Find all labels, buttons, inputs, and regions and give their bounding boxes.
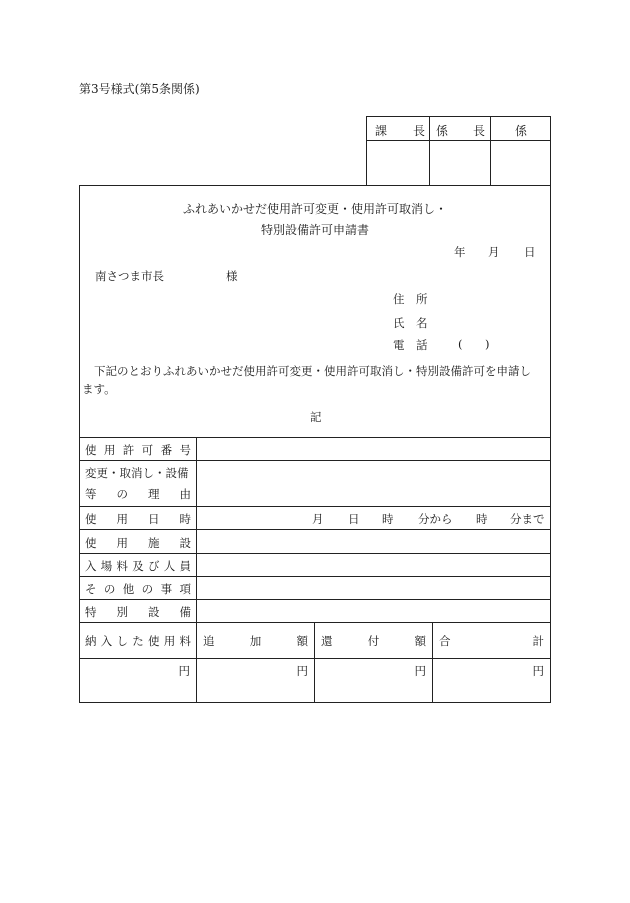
label-char: し: [116, 634, 128, 648]
label-facility: [85, 535, 191, 551]
label-char: 追: [203, 634, 215, 648]
label-char: 許: [122, 443, 135, 457]
label-char: 別: [116, 605, 128, 619]
stamp-label-kakari-cho: 長: [473, 124, 486, 138]
stamp-column-divider: [490, 117, 491, 185]
label-char: の: [116, 487, 128, 501]
label-char: 料: [179, 634, 191, 648]
applicant-phone-label-2: 話: [416, 338, 428, 352]
label-char: 用: [116, 536, 128, 550]
label-char: 用: [163, 634, 176, 648]
label-admission: [85, 558, 191, 574]
approval-stamp-boxes: [366, 116, 551, 186]
stamp-label-kakari-col3: 係: [515, 124, 528, 138]
label-char: 用: [103, 443, 116, 457]
label-char: そ: [85, 582, 97, 596]
label-usage-datetime: [85, 511, 191, 527]
yen-unit-refund: 円: [414, 664, 426, 678]
applicant-name-label-1: 氏: [393, 316, 405, 330]
label-char: 備: [179, 605, 191, 619]
label-char: 計: [532, 634, 544, 648]
table-line: [80, 599, 550, 600]
ki-heading: 記: [310, 410, 322, 424]
label-char: 場: [100, 559, 113, 573]
label-char: 納: [85, 634, 97, 648]
label-char: 及: [132, 559, 144, 573]
table-line: [80, 506, 550, 507]
label-char: 時: [179, 512, 191, 526]
datetime-day: 日: [348, 512, 360, 526]
table-line: [80, 529, 550, 530]
label-char: 加: [249, 634, 262, 648]
table-line: [80, 553, 550, 554]
label-char: 付: [367, 634, 380, 648]
label-char: 施: [148, 536, 160, 550]
yen-unit-additional: 円: [296, 664, 308, 678]
yen-unit-fee: 円: [178, 664, 190, 678]
table-line: [80, 576, 550, 577]
table-line: [80, 437, 550, 438]
label-other: [85, 581, 191, 597]
label-permit-number: [85, 442, 191, 458]
label-char: 番: [160, 443, 173, 457]
label-char: 事: [160, 582, 173, 596]
header-additional-amount: [203, 633, 308, 649]
label-special-equipment: [85, 604, 191, 620]
label-char: の: [141, 582, 154, 596]
yen-unit-total: 円: [532, 664, 544, 678]
label-char: 額: [296, 634, 308, 648]
application-form: [79, 185, 551, 703]
label-char: 可: [141, 443, 154, 457]
label-char: 設: [148, 605, 160, 619]
datetime-minute-from: 分から: [418, 512, 453, 526]
datetime-hour-to: 時: [476, 512, 488, 526]
label-reason-line1: 変更・取消し・設備: [85, 466, 189, 480]
datetime-hour: 時: [382, 512, 394, 526]
date-day: 日: [524, 245, 536, 259]
label-reason-line2: [85, 486, 191, 502]
label-char: 号: [179, 443, 191, 457]
header-refund-amount: [321, 633, 426, 649]
label-char: 特: [85, 605, 97, 619]
label-char: 入: [85, 559, 97, 573]
label-char: 還: [321, 634, 333, 648]
applicant-address-label-2: 所: [416, 292, 428, 306]
applicant-phone-paren-open: (: [458, 337, 463, 351]
header-total: [439, 633, 544, 649]
applicant-name-label-2: 名: [416, 316, 428, 330]
label-char: 使: [85, 512, 97, 526]
label-char: 由: [179, 487, 191, 501]
form-number: 第3号様式(第5条関係): [79, 82, 200, 96]
label-char: 合: [439, 634, 451, 648]
applicant-phone-label-1: 電: [393, 338, 405, 352]
label-char: 入: [100, 634, 113, 648]
applicant-address-label-1: 住: [393, 292, 405, 306]
table-line: [80, 622, 550, 623]
form-title-line2: 特別設備許可申請書: [260, 223, 369, 237]
datetime-month: 月: [312, 512, 324, 526]
label-char: 理: [148, 487, 160, 501]
label-char: 額: [414, 634, 426, 648]
label-char: 使: [85, 536, 97, 550]
body-text-line2: ます。: [82, 382, 116, 396]
label-char: 用: [116, 512, 128, 526]
stamp-divider: [367, 140, 550, 141]
label-char: 使: [148, 634, 160, 648]
label-char: び: [148, 559, 160, 573]
stamp-column-divider: [429, 117, 430, 185]
table-line: [80, 658, 550, 659]
stamp-label-ka-cho: 長: [413, 124, 426, 138]
label-char: 使: [85, 443, 97, 457]
label-char: 設: [179, 536, 191, 550]
applicant-phone-paren-close: ): [485, 337, 490, 351]
label-char: 日: [148, 512, 160, 526]
label-char: 他: [122, 582, 135, 596]
label-char: 等: [85, 487, 97, 501]
stamp-label-kakari: 係: [436, 124, 449, 138]
label-char: 人: [163, 559, 176, 573]
label-char: 員: [179, 559, 191, 573]
label-char: 項: [179, 582, 191, 596]
date-year: 年: [454, 245, 466, 259]
label-char: た: [132, 634, 144, 648]
stamp-label-ka: 課: [375, 124, 388, 138]
addressee-honorific: 様: [226, 269, 238, 283]
body-text-line1: 下記のとおりふれあいかせだ使用許可変更・使用許可取消し・特別設備許可を申請し: [94, 364, 531, 378]
label-char: 料: [116, 559, 128, 573]
datetime-minute-to: 分まで: [510, 512, 545, 526]
date-month: 月: [488, 245, 500, 259]
table-line: [80, 460, 550, 461]
addressee-name: 南さつま市長: [95, 269, 164, 283]
form-title-line1: ふれあいかせだ使用許可変更・使用許可取消し・: [182, 202, 447, 216]
label-fee-paid: [85, 633, 191, 649]
label-char: の: [103, 582, 116, 596]
